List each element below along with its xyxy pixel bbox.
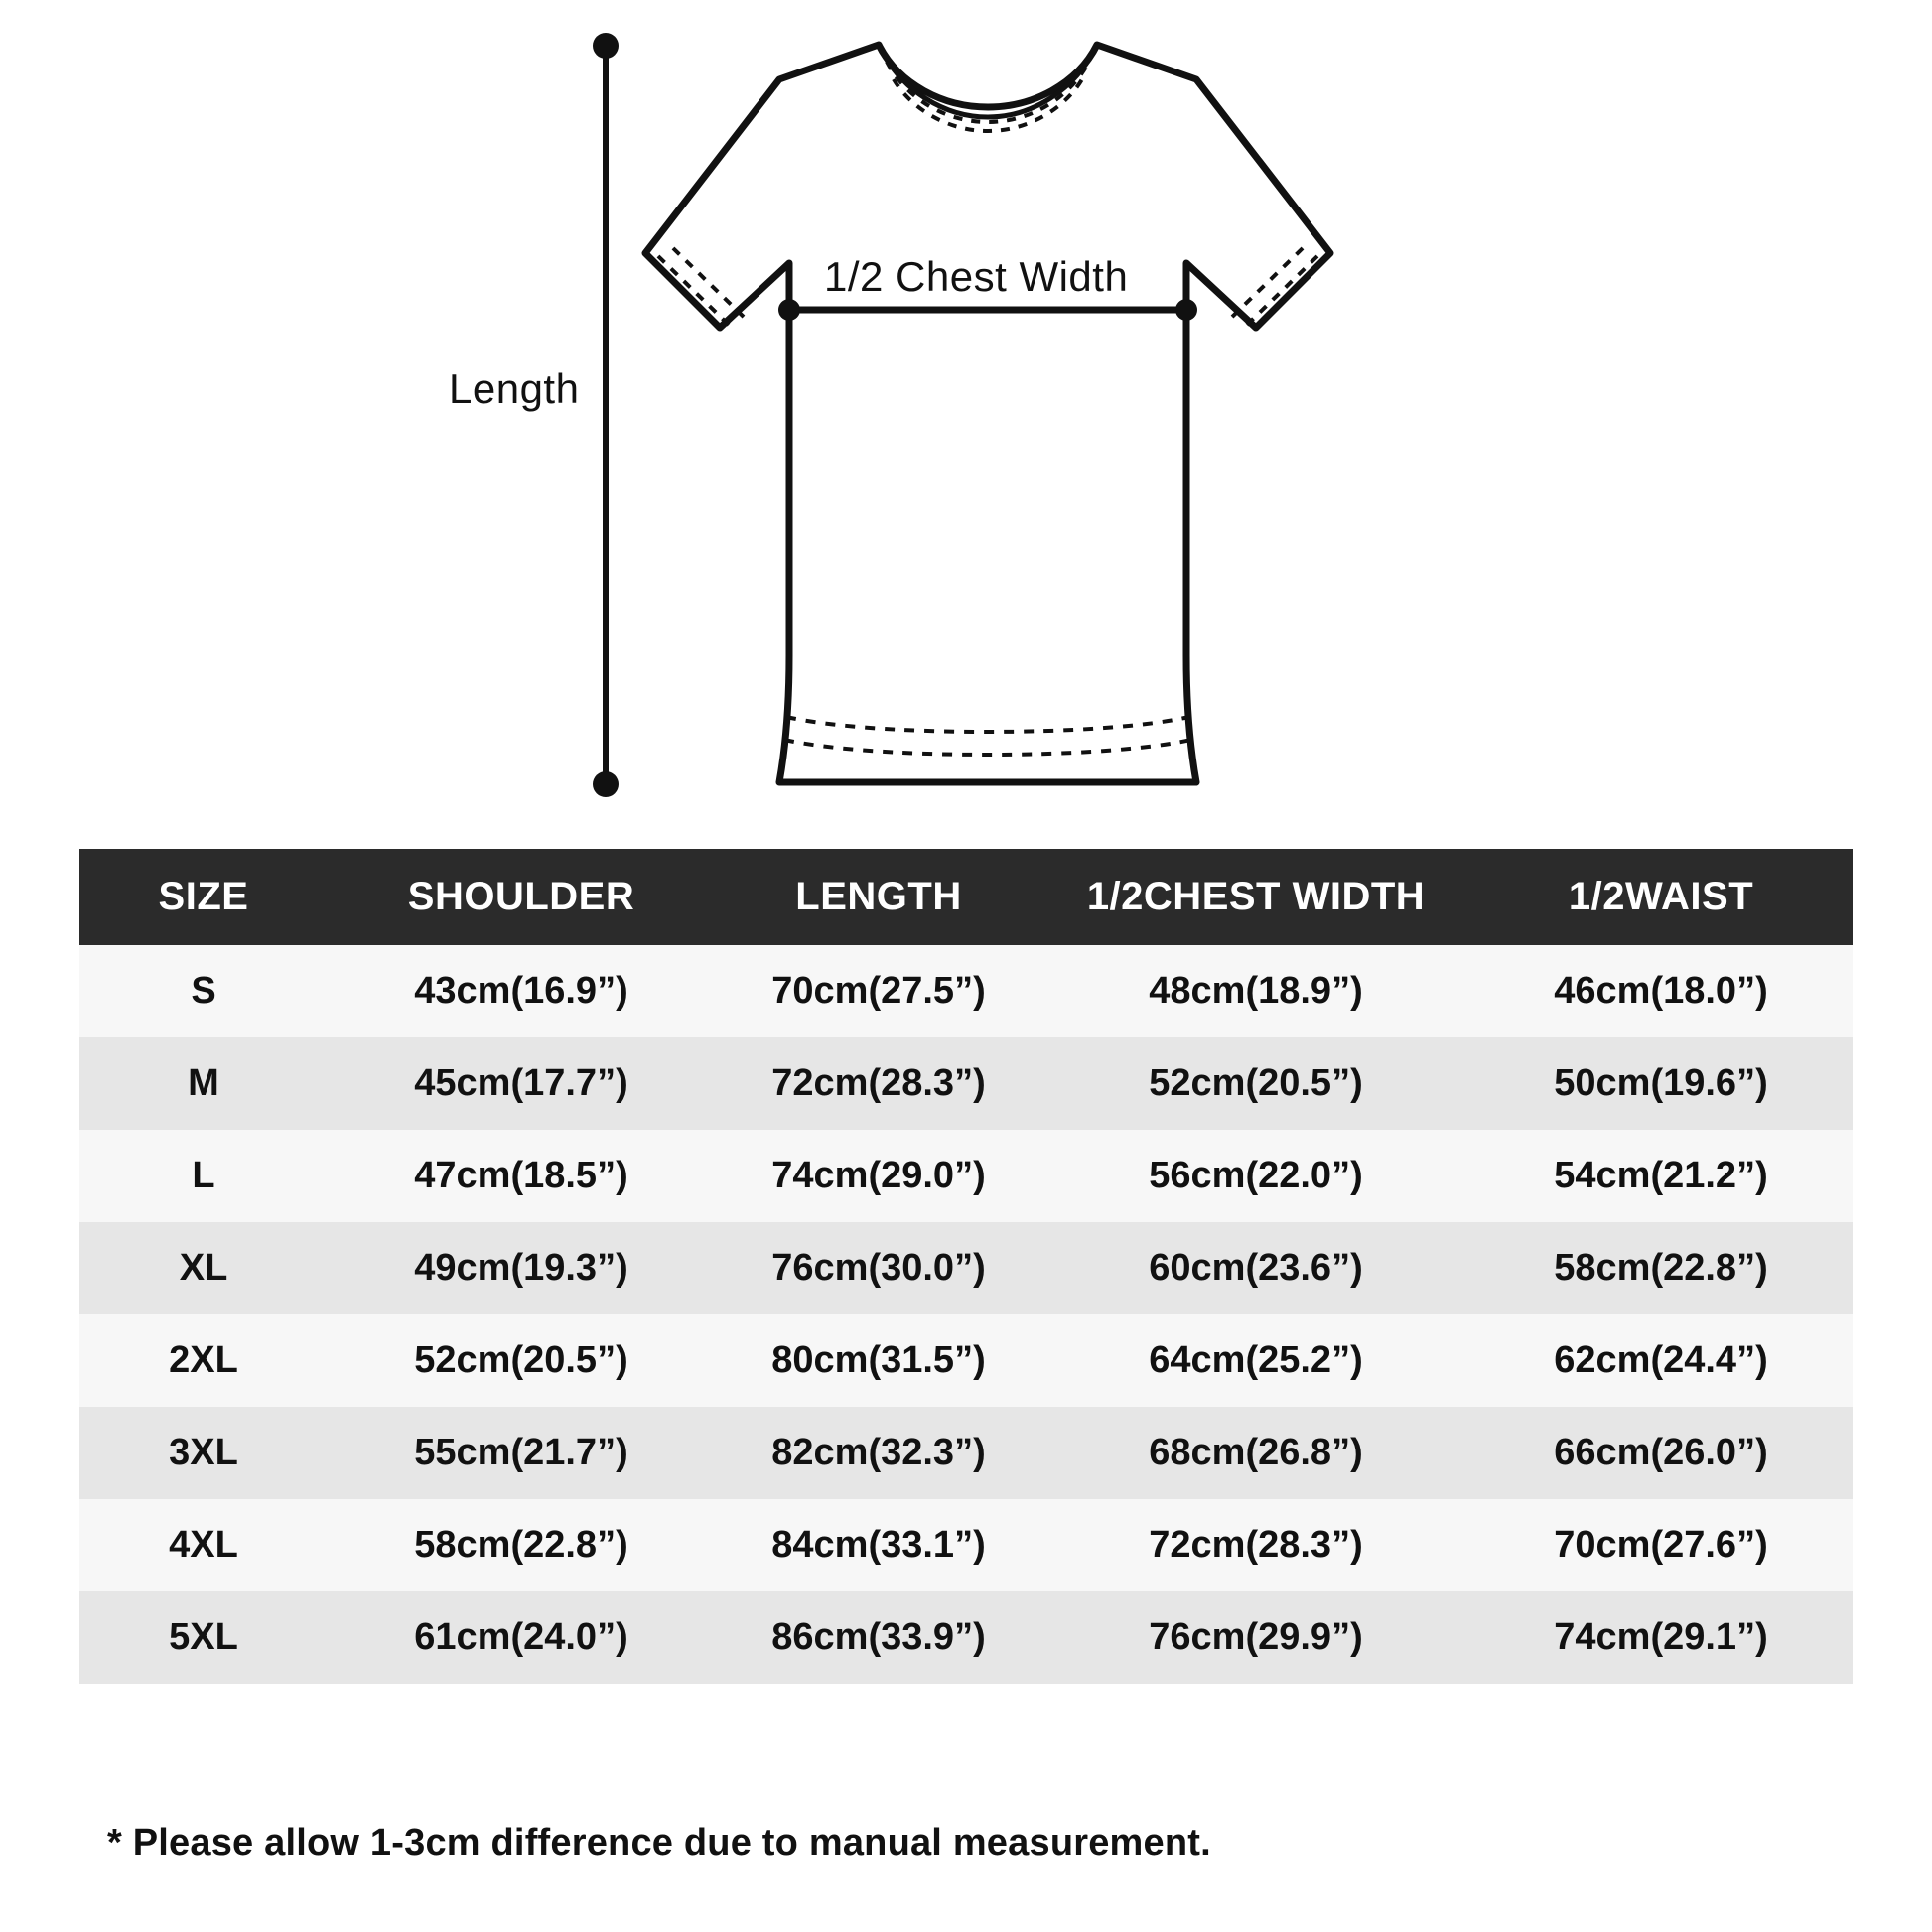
cell-length: 76cm(30.0”) bbox=[715, 1222, 1042, 1314]
cell-size: 4XL bbox=[79, 1499, 328, 1591]
table-body bbox=[79, 945, 1853, 1684]
cell-shoulder: 61cm(24.0”) bbox=[328, 1591, 715, 1684]
table-row bbox=[79, 1591, 1853, 1684]
table-row bbox=[79, 1037, 1853, 1130]
table-row bbox=[79, 945, 1853, 1037]
cell-shoulder: 49cm(19.3”) bbox=[328, 1222, 715, 1314]
cell-waist: 66cm(26.0”) bbox=[1469, 1407, 1853, 1499]
cell-waist: 58cm(22.8”) bbox=[1469, 1222, 1853, 1314]
cell-length: 70cm(27.5”) bbox=[715, 945, 1042, 1037]
cell-waist: 70cm(27.6”) bbox=[1469, 1499, 1853, 1591]
tshirt-illustration bbox=[0, 0, 1932, 834]
cell-shoulder: 45cm(17.7”) bbox=[328, 1037, 715, 1130]
cell-length: 74cm(29.0”) bbox=[715, 1130, 1042, 1222]
cell-chest: 68cm(26.8”) bbox=[1042, 1407, 1469, 1499]
column-header-length: LENGTH bbox=[715, 849, 1042, 945]
cell-shoulder: 55cm(21.7”) bbox=[328, 1407, 715, 1499]
cell-size: M bbox=[79, 1037, 328, 1130]
cell-chest: 56cm(22.0”) bbox=[1042, 1130, 1469, 1222]
cell-shoulder: 43cm(16.9”) bbox=[328, 945, 715, 1037]
cell-length: 82cm(32.3”) bbox=[715, 1407, 1042, 1499]
cell-chest: 48cm(18.9”) bbox=[1042, 945, 1469, 1037]
cell-waist: 54cm(21.2”) bbox=[1469, 1130, 1853, 1222]
length-measure-arrow bbox=[593, 33, 619, 797]
cell-chest: 60cm(23.6”) bbox=[1042, 1222, 1469, 1314]
cell-waist: 50cm(19.6”) bbox=[1469, 1037, 1853, 1130]
cell-length: 84cm(33.1”) bbox=[715, 1499, 1042, 1591]
tshirt-outline bbox=[645, 45, 1330, 782]
size-table bbox=[79, 849, 1853, 1684]
cell-waist: 74cm(29.1”) bbox=[1469, 1591, 1853, 1684]
table-row bbox=[79, 1407, 1853, 1499]
garment-diagram bbox=[0, 0, 1932, 834]
measurement-footnote: * Please allow 1-3cm difference due to manual measurement. bbox=[107, 1822, 1211, 1863]
column-header-chest-width: 1/2CHEST WIDTH bbox=[1042, 849, 1469, 945]
column-header-shoulder: SHOULDER bbox=[328, 849, 715, 945]
cell-chest: 64cm(25.2”) bbox=[1042, 1314, 1469, 1407]
table-row bbox=[79, 1130, 1853, 1222]
cell-waist: 46cm(18.0”) bbox=[1469, 945, 1853, 1037]
cell-length: 86cm(33.9”) bbox=[715, 1591, 1042, 1684]
cell-size: L bbox=[79, 1130, 328, 1222]
cell-size: 2XL bbox=[79, 1314, 328, 1407]
size-table-container bbox=[79, 849, 1853, 1684]
cell-size: 5XL bbox=[79, 1591, 328, 1684]
cell-size: S bbox=[79, 945, 328, 1037]
cell-shoulder: 47cm(18.5”) bbox=[328, 1130, 715, 1222]
cell-size: XL bbox=[79, 1222, 328, 1314]
column-header-waist: 1/2WAIST bbox=[1469, 849, 1853, 945]
chest-width-label: 1/2 Chest Width bbox=[824, 253, 1129, 300]
table-row bbox=[79, 1222, 1853, 1314]
column-header-size: SIZE bbox=[79, 849, 328, 945]
cell-size: 3XL bbox=[79, 1407, 328, 1499]
cell-shoulder: 58cm(22.8”) bbox=[328, 1499, 715, 1591]
table-header-row bbox=[79, 849, 1853, 945]
cell-chest: 76cm(29.9”) bbox=[1042, 1591, 1469, 1684]
cell-length: 72cm(28.3”) bbox=[715, 1037, 1042, 1130]
cell-chest: 72cm(28.3”) bbox=[1042, 1499, 1469, 1591]
length-label: Length bbox=[449, 365, 580, 412]
table-row bbox=[79, 1314, 1853, 1407]
cell-waist: 62cm(24.4”) bbox=[1469, 1314, 1853, 1407]
cell-length: 80cm(31.5”) bbox=[715, 1314, 1042, 1407]
cell-chest: 52cm(20.5”) bbox=[1042, 1037, 1469, 1130]
table-header bbox=[79, 849, 1853, 945]
cell-shoulder: 52cm(20.5”) bbox=[328, 1314, 715, 1407]
table-row bbox=[79, 1499, 1853, 1591]
